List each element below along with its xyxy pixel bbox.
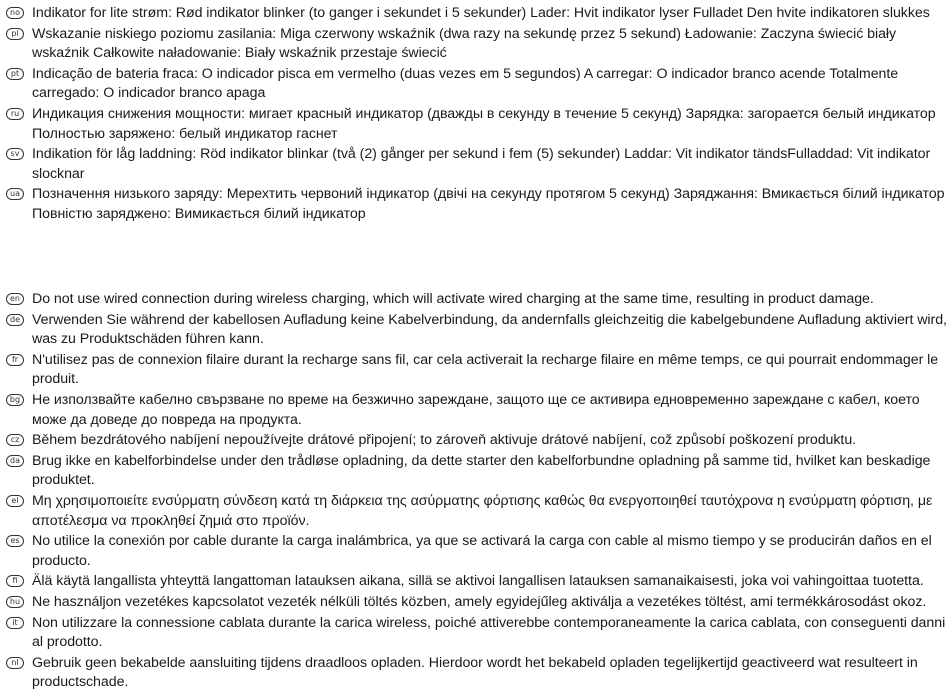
instruction-text: Gebruik geen bekabelde aansluiting tijdens draadloos opladen. Hierdoor wordt het bekabeld opladen tegelijkertijd geactiveerd wat resulteert in productschade. [32,654,918,691]
instruction-text: Не използвайте кабелно свързване по време на безжично зареждане, защото ще се активира едновременно зареждане с кабел, което може да доведе до повреда на продукта. [32,391,920,428]
language-code-badge: en [6,293,24,305]
instruction-text: Do not use wired connection during wireless charging, which will activate wired charging at the same time, resulting in product damage. [32,291,874,307]
instruction-text: Verwenden Sie während der kabellosen Aufladung keine Kabelverbindung, da andernfalls gleichzeitig die kabelgebundene Aufladung aktiviert wird, was zu Produktschäden führen kann. [32,311,947,348]
language-code-badge: fr [6,354,24,366]
instruction-text: Indikation för låg laddning: Röd indikator blinkar (två (2) gånger per sekund i fem (5) sekunder) Laddar: Vit indikator tändsFulladdad: Vit indikator slocknar [32,146,931,182]
instruction-text: Ne használjon vezetékes kapcsolatot vezeték nélküli töltés közben, amely egyidejűleg aktiválja a vezetékes töltést, ami termékkárosodást okoz. [32,593,927,610]
language-entry-sv [0,145,950,184]
language-code-badge: pt [6,68,24,80]
language-code-badge: pl [6,28,24,40]
language-entry-pt [0,65,950,104]
language-entry-da [0,452,950,491]
language-code-badge: el [6,495,24,507]
language-code-badge: ua [6,188,24,200]
instruction-text: Indikator for lite strøm: Rød indikator blinker (to ganger i sekundet i 5 sekunder) Lader: Hvit indikator lyser Fulladet Den hvite indikatoren slukkes [32,5,930,21]
instruction-text: Позначення низького заряду: Мерехтить червоний індикатор (двічі на секунду протягом 5 секунд) Заряджання: Вмикається білий індикатор Повністю заряджено: Вимикається білий індикатор [32,186,945,222]
language-entry-hu [0,593,950,613]
instruction-text: Индикация снижения мощности: мигает красный индикатор (дважды в секунду в течение 5 секунд) Зарядка: загорается белый индикатор Полностью заряжено: белый индикатор гаснет [32,105,936,142]
language-code-badge: da [6,455,24,467]
language-code-badge: nl [6,657,24,669]
language-entry-en [0,290,950,310]
language-code-badge: ru [6,108,24,120]
language-entry-no [0,4,950,24]
language-entry-fr [0,351,950,390]
language-code-badge: bg [6,394,24,406]
instruction-text: Brug ikke en kabelforbindelse under den trådløse opladning, da dette starter den kabelforbundne opladning på samme tid, hvilket kan beskadige produktet. [32,452,931,489]
language-entry-fi [0,572,950,592]
language-entry-es [0,532,950,571]
instruction-text: No utilice la conexión por cable durante la carga inalámbrica, ya que se activará la carga con cable al mismo tiempo y se producirán daños en el producto. [32,533,932,569]
language-code-badge: es [6,535,24,547]
language-entry-cz [0,431,950,451]
instruction-text: Wskazanie niskiego poziomu zasilania: Miga czerwony wskaźnik (dwa razy na sekundę przez 5 sekund) Ładowanie: Zaczyna świecić biały wskaźnik Całkowite naładowanie: Biały wskaźnik przestaje świecić [32,25,897,62]
instruction-text: Μη χρησιμοποιείτε ενσύρματη σύνδεση κατά τη διάρκεια της ασύρματης φόρτισης καθώς θα ενεργοποιηθεί ταυτόχρονα η ενσύρματη φόρτιση, με αποτέλεσμα να προκληθεί ζημιά στο προϊόν. [32,492,933,529]
language-entry-el [0,492,950,531]
language-code-badge: fi [6,575,24,587]
language-entry-bg [0,391,950,430]
language-code-badge: de [6,314,24,326]
instruction-text: Indicação de bateria fraca: O indicador pisca em vermelho (duas vezes em 5 segundos) A carregar: O indicador branco acende Totalmente carregado: O indicador branco apaga [32,65,899,102]
instruction-text: Älä käytä langallista yhteyttä langattoman latauksen aikana, sillä se aktivoi langallisen latauksen samanaikaisesti, joka voi vahingoittaa tuotetta. [32,573,924,590]
instruction-text: Během bezdrátového nabíjení nepoužívejte drátové připojení; to zároveň aktivuje drátové nabíjení, což způsobí poškození produktu. [32,432,857,449]
language-entry-ru [0,105,950,144]
language-entry-pl [0,25,950,64]
language-code-badge: it [6,617,24,629]
language-entry-de [0,311,950,350]
language-entry-it [0,614,950,653]
battery-status-section [0,4,950,226]
language-code-badge: sv [6,148,24,160]
language-code-badge: no [6,7,24,19]
instruction-text: N'utilisez pas de connexion filaire durant la recharge sans fil, car cela activerait la recharge filaire en même temps, ce qui pourrait endommager le produit. [32,351,939,388]
language-code-badge: cz [6,434,24,446]
wired-warning-section [0,290,950,694]
instruction-text: Non utilizzare la connessione cablata durante la carica wireless, poiché attiverebbe contemporaneamente la carica cablata, con conseguenti danni al prodotto. [32,614,946,651]
language-entry-nl [0,654,950,693]
language-code-badge: hu [6,596,24,608]
language-entry-ua [0,185,950,224]
